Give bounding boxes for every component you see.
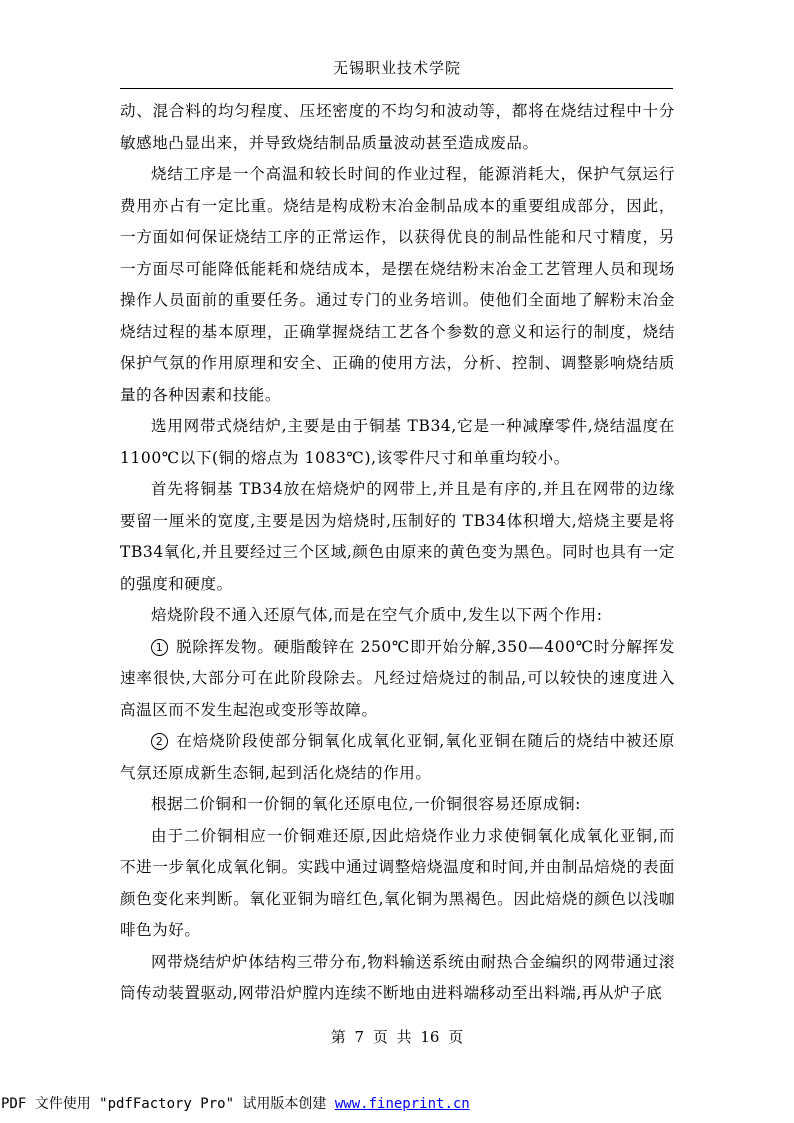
page-header: 无锡职业技术学院 — [332, 59, 461, 77]
paragraph: 首先将铜基 TB34放在焙烧炉的网带上,并且是有序的,并且在网带的边缘要留一厘米的宽度,主要是因为焙烧时,压制好的 TB34体积增大,焙烧主要是将 TB34氧化,并且要经过三个区域,颜色由原来的黄色变为黑色。同时也具有一定的强度和硬度。 — [120, 480, 675, 593]
fineprint-link[interactable]: www.fineprint.cn — [334, 1096, 470, 1112]
paragraph: 动、混合料的均匀程度、压坯密度的不均匀和波动等，都将在烧结过程中十分敏感地凸显出来，并导致烧结制品质量波动甚至造成废品。 — [120, 102, 675, 152]
pdf-creator-footer — [1, 1093, 470, 1113]
circled-number-marker: 1 — [151, 639, 168, 656]
list-item — [120, 726, 675, 789]
paragraph: 由于二价铜相应一价铜难还原,因此焙烧作业力求使铜氧化成氧化亚铜,而不进一步氧化成氧化铜。实践中通过调整焙烧温度和时间,并由制品焙烧的表面颜色变化来判断。氧化亚铜为暗红色,氧化铜为黑褐色。因此焙烧的颜色以浅咖啡色为好。 — [120, 826, 675, 939]
paragraph: 网带烧结炉炉体结构三带分布,物料输送系统由耐热合金编织的网带通过滚筒传动装置驱动,网带沿炉膛内连续不断地由进料端移动至出料端,再从炉子底 — [120, 952, 675, 1002]
paragraph: 焙烧阶段不通入还原气体,而是在空气介质中,发生以下两个作用: — [151, 606, 603, 624]
header-divider — [120, 88, 673, 89]
list-item — [120, 632, 675, 727]
circled-number-marker: 2 — [151, 733, 168, 750]
list-item-text: 在焙烧阶段使部分铜氧化成氧化亚铜,氧化亚铜在随后的烧结中被还原气氛还原成新生态铜,起到活化烧结的作用。 — [120, 732, 675, 782]
paragraph: 烧结工序是一个高温和较长时间的作业过程，能源消耗大，保护气氛运行费用亦占有一定比重。烧结是构成粉末冶金制品成本的重要组成部分，因此，一方面如何保证烧结工序的正常运作，以获得优良的制品性能和尺寸精度，另一方面尽可能降低能耗和烧结成本，是摆在烧结粉末冶金工艺管理人员和现场操作人员面前的重要任务。通过专门的业务培训。使他们全面地了解粉末冶金烧结过程的基本原理，正确掌握烧结工艺各个参数的意义和运行的制度，烧结保护气氛的作用原理和安全、正确的使用方法，分析、控制、调整影响烧结质量的各种因素和技能。 — [120, 165, 675, 404]
pdf-footer-text: PDF 文件使用 "pdfFactory Pro" 试用版本创建 — [1, 1096, 335, 1112]
body-text — [120, 96, 675, 1010]
paragraph: 选用网带式烧结炉,主要是由于铜基 TB34,它是一种减摩零件,烧结温度在 1100℃以下(铜的熔点为 1083℃),该零件尺寸和单重均较小。 — [120, 417, 675, 467]
paragraph: 根据二价铜和一价铜的氧化还原电位,一价铜很容易还原成铜: — [151, 795, 581, 813]
list-item-text: 脱除挥发物。硬脂酸锌在 250℃即开始分解,350—400℃时分解挥发速率很快,大部分可在此阶段除去。凡经过焙烧过的制品,可以较快的速度进入高温区而不发生起泡或变形等故障。 — [120, 637, 675, 719]
page-number: 第 7 页 共 16 页 — [330, 1028, 464, 1046]
